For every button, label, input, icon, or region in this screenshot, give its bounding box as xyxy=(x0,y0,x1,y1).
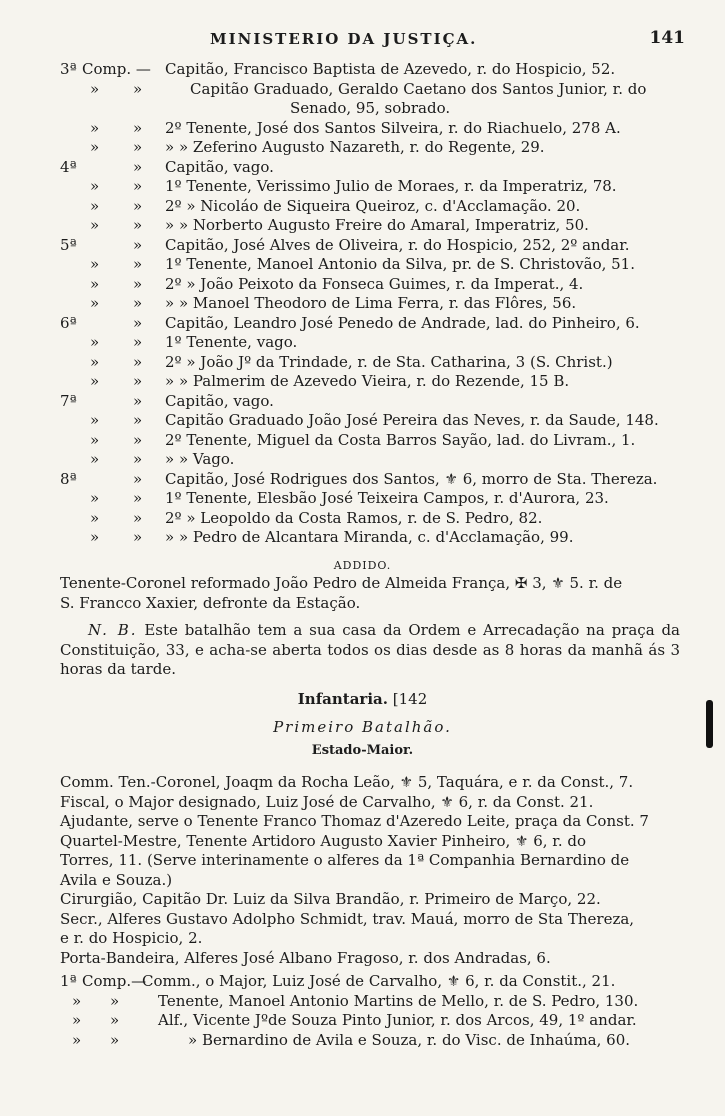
entry-text: 2º » Leopoldo da Costa Ramos, r. de S. Pedro, 82. xyxy=(165,508,543,527)
roster-line xyxy=(0,60,725,80)
company-number: » xyxy=(90,430,100,449)
company-label: » xyxy=(133,333,143,351)
roster-line xyxy=(0,314,725,334)
roster-line xyxy=(0,992,725,1012)
staff-heading: Estado-Maior. xyxy=(311,743,414,758)
entry-text: Alf., Vicente Jºde Souza Pinto Junior, r. dos Arcos, 49, 1º andar. xyxy=(158,1011,637,1029)
company-number: » xyxy=(90,118,100,137)
entry-text: 1º Tenente, Elesbão José Teixeira Campos, r. d'Aurora, 23. xyxy=(165,489,609,507)
company-label: » xyxy=(133,450,143,468)
entry-text: Capitão Graduado João José Pereira das Neves, r. da Saude, 148. xyxy=(165,411,659,429)
company-number: » xyxy=(90,411,100,429)
company-label: » xyxy=(133,372,143,390)
company-number: » xyxy=(90,489,100,507)
company-number: 6ª xyxy=(60,313,77,332)
staff-line xyxy=(0,851,725,871)
staff-line xyxy=(0,773,725,793)
company-number: 8ª xyxy=(60,469,77,488)
company-number: » xyxy=(90,528,100,546)
company-number: » xyxy=(90,274,100,293)
staff-line xyxy=(0,929,725,949)
entry-text: » » Norberto Augusto Freire do Amaral, Imperatriz, 50. xyxy=(165,216,589,234)
roster-line xyxy=(0,411,725,431)
battalion-title: Primeiro Batalhão. xyxy=(273,718,452,736)
staff-text: Avila e Souza.) xyxy=(60,870,173,889)
company-label: » xyxy=(133,391,143,410)
roster-line xyxy=(0,450,725,470)
roster-line xyxy=(0,177,725,197)
company-number: » xyxy=(90,450,100,468)
roster-line xyxy=(0,372,725,392)
company-number: » xyxy=(90,508,100,527)
roster-line xyxy=(0,528,725,548)
staff-text: Torres, 11. (Serve interinamente o alferes da 1ª Companhia Bernardino de xyxy=(60,851,630,869)
company-label: » xyxy=(133,196,143,215)
roster-line xyxy=(0,216,725,236)
entry-text: Capitão, Francisco Baptista de Azevedo, r. do Hospicio, 52. xyxy=(165,60,616,78)
company-label: » xyxy=(133,157,143,176)
entry-text: Senado, 95, sobrado. xyxy=(290,99,451,117)
roster-line xyxy=(0,509,725,529)
entry-text: 2º Tenente, Miguel da Costa Barros Sayão, lad. do Livram., 1. xyxy=(165,430,636,449)
company-label: » xyxy=(133,469,143,488)
company-number: » xyxy=(90,255,100,273)
roster-line xyxy=(0,1011,725,1031)
company-label: » xyxy=(133,255,143,273)
roster-line xyxy=(0,158,725,178)
roster-line xyxy=(0,972,725,992)
roster-line xyxy=(0,80,725,100)
entry-text: » » Zeferino Augusto Nazareth, r. do Regente, 29. xyxy=(165,138,545,156)
entry-text: Capitão, José Alves de Oliveira, r. do Hospicio, 252, 2º andar. xyxy=(165,235,630,254)
nb-text: Este batalhão tem a sua casa da Ordem e Arrecadação na praça da Constituição, 33, e acha-se aberta todos os dias desde as 8 horas da manhã ás 3 horas da tarde. xyxy=(60,621,680,678)
company-number: » xyxy=(90,333,100,351)
staff-text: Fiscal, o Major designado, Luiz José de Carvalho, ⚜ 6, r. da Const. 21. xyxy=(60,792,594,811)
section-heading xyxy=(0,690,725,708)
company-number: » xyxy=(72,1011,82,1029)
company-number: » xyxy=(90,294,100,312)
company-number: » xyxy=(72,1030,82,1049)
staff-line xyxy=(0,890,725,910)
company-number: » xyxy=(90,177,100,195)
staff-line xyxy=(0,793,725,813)
entry-text: Capitão Graduado, Geraldo Caetano dos Santos Junior, r. do xyxy=(190,79,647,98)
entry-text: 2º » Nicoláo de Siqueira Queiroz, c. d'Acclamação. 20. xyxy=(165,196,581,215)
company-label: » xyxy=(110,1011,120,1029)
roster-line xyxy=(0,138,725,158)
roster-line xyxy=(0,470,725,490)
addido-line-1: Tenente-Coronel reformado João Pedro de Almeida França, ✠ 3, ⚜ 5. r. de xyxy=(60,574,623,592)
section-title: Infantaria. xyxy=(297,690,388,708)
staff-line xyxy=(0,832,725,852)
company-number: » xyxy=(90,138,100,156)
company-label: » xyxy=(133,118,143,137)
entry-text: 1º Tenente, Verissimo Julio de Moraes, r. da Imperatriz, 78. xyxy=(165,177,617,195)
company-number: 3ª xyxy=(60,60,77,78)
company-label: » xyxy=(110,1030,120,1049)
entry-text: Capitão, vago. xyxy=(165,157,274,176)
company-label: » xyxy=(110,991,120,1010)
company-label: » xyxy=(133,352,143,371)
company-number: 4ª xyxy=(60,157,77,176)
company-number: » xyxy=(72,991,82,1010)
entry-text: Capitão, José Rodrigues dos Santos, ⚜ 6, morro de Sta. Thereza. xyxy=(165,469,658,488)
company-number: 5ª xyxy=(60,235,77,254)
entry-text: 2º » João Jº da Trindade, r. de Sta. Catharina, 3 (S. Christ.) xyxy=(165,352,613,371)
entry-text: » » Palmerim de Azevedo Vieira, r. do Rezende, 15 B. xyxy=(165,372,570,390)
staff-text: Quartel-Mestre, Tenente Artidoro Augusto Xavier Pinheiro, ⚜ 6, r. do xyxy=(60,831,587,850)
staff-line xyxy=(0,949,725,969)
company-label: » xyxy=(133,79,143,98)
roster-line xyxy=(0,392,725,412)
running-title: MINISTERIO DA JUSTIÇA. xyxy=(210,30,478,48)
addido-heading: ADDIDO. xyxy=(333,559,392,572)
company-number: 7ª xyxy=(60,391,77,410)
entry-text: 1º Tenente, vago. xyxy=(165,333,298,351)
companies-block xyxy=(0,60,725,548)
company-label: » xyxy=(133,430,143,449)
company-label: » xyxy=(133,294,143,312)
ink-mark xyxy=(706,700,713,748)
company-number: 1ª xyxy=(60,972,77,990)
entry-text: 2º » João Peixoto da Fonseca Guimes, r. da Imperat., 4. xyxy=(165,274,584,293)
staff-text: Porta-Bandeira, Alferes José Albano Fragoso, r. dos Andradas, 6. xyxy=(60,948,551,967)
entry-text: 1º Tenente, Manoel Antonio da Silva, pr. de S. Christovão, 51. xyxy=(165,255,635,273)
roster-line xyxy=(0,489,725,509)
staff-line xyxy=(0,812,725,832)
company-number: » xyxy=(90,196,100,215)
staff-text: Ajudante, serve o Tenente Franco Thomaz d'Azeredo Leite, praça da Const. 7 xyxy=(60,812,649,830)
company-label: » xyxy=(133,489,143,507)
staff-text: e r. do Hospicio, 2. xyxy=(60,929,203,947)
roster-line xyxy=(0,1031,725,1051)
entry-text: » » Vago. xyxy=(165,450,235,468)
nb-label: N. B. xyxy=(88,621,138,639)
staff-line xyxy=(0,910,725,930)
staff-block xyxy=(0,773,725,968)
entry-text: Comm., o Major, Luiz José de Carvalho, ⚜ 6, r. da Constit., 21. xyxy=(142,972,616,990)
staff-line xyxy=(0,871,725,891)
company-number: » xyxy=(90,216,100,234)
nota-bene xyxy=(60,621,680,680)
page-number: 141 xyxy=(649,28,685,48)
roster-line xyxy=(0,294,725,314)
staff-text: Secr., Alferes Gustavo Adolpho Schmidt, trav. Mauá, morro de Sta Thereza, xyxy=(60,909,635,928)
roster-line xyxy=(0,275,725,295)
roster-line xyxy=(0,236,725,256)
addido-line-2: S. Francco Xaxier, defronte da Estação. xyxy=(60,594,361,612)
company-label: Comp. — xyxy=(82,60,151,78)
entry-text: » » Pedro de Alcantara Miranda, c. d'Acclamação, 99. xyxy=(165,528,574,546)
entry-text: Capitão, Leandro José Penedo de Andrade, lad. do Pinheiro, 6. xyxy=(165,313,640,332)
entry-text: » » Manoel Theodoro de Lima Ferra, r. das Flôres, 56. xyxy=(165,294,577,312)
company-label: » xyxy=(133,508,143,527)
entry-text: Capitão, vago. xyxy=(165,391,274,410)
entry-text: » Bernardino de Avila e Souza, r. do Visc. de Inhaúma, 60. xyxy=(188,1030,631,1049)
company-label: » xyxy=(133,313,143,332)
roster-line xyxy=(0,99,725,119)
company-label: » xyxy=(133,177,143,195)
roster-line xyxy=(0,431,725,451)
roster-line xyxy=(0,197,725,217)
company-label: » xyxy=(133,528,143,546)
company-label: » xyxy=(133,411,143,429)
company-label: Comp.— xyxy=(82,972,147,990)
entry-text: 2º Tenente, José dos Santos Silveira, r. do Riachuelo, 278 A. xyxy=(165,118,621,137)
company-number: » xyxy=(90,372,100,390)
company-label: » xyxy=(133,138,143,156)
company-number: » xyxy=(90,79,100,98)
staff-text: Cirurgião, Capitão Dr. Luiz da Silva Brandão, r. Primeiro de Março, 22. xyxy=(60,890,601,908)
page-header xyxy=(0,30,725,52)
roster-line xyxy=(0,119,725,139)
roster-line xyxy=(0,333,725,353)
company-label: » xyxy=(133,216,143,234)
page-ref: [142 xyxy=(392,690,428,708)
roster-line xyxy=(0,353,725,373)
roster-line xyxy=(0,255,725,275)
staff-text: Comm. Ten.-Coronel, Joaqm da Rocha Leão, ⚜ 5, Taquára, e r. da Const., 7. xyxy=(60,773,634,791)
company-label: » xyxy=(133,274,143,293)
company-number: » xyxy=(90,352,100,371)
entry-text: Tenente, Manoel Antonio Martins de Mello, r. de S. Pedro, 130. xyxy=(158,991,639,1010)
first-company-block xyxy=(0,972,725,1050)
company-label: » xyxy=(133,235,143,254)
